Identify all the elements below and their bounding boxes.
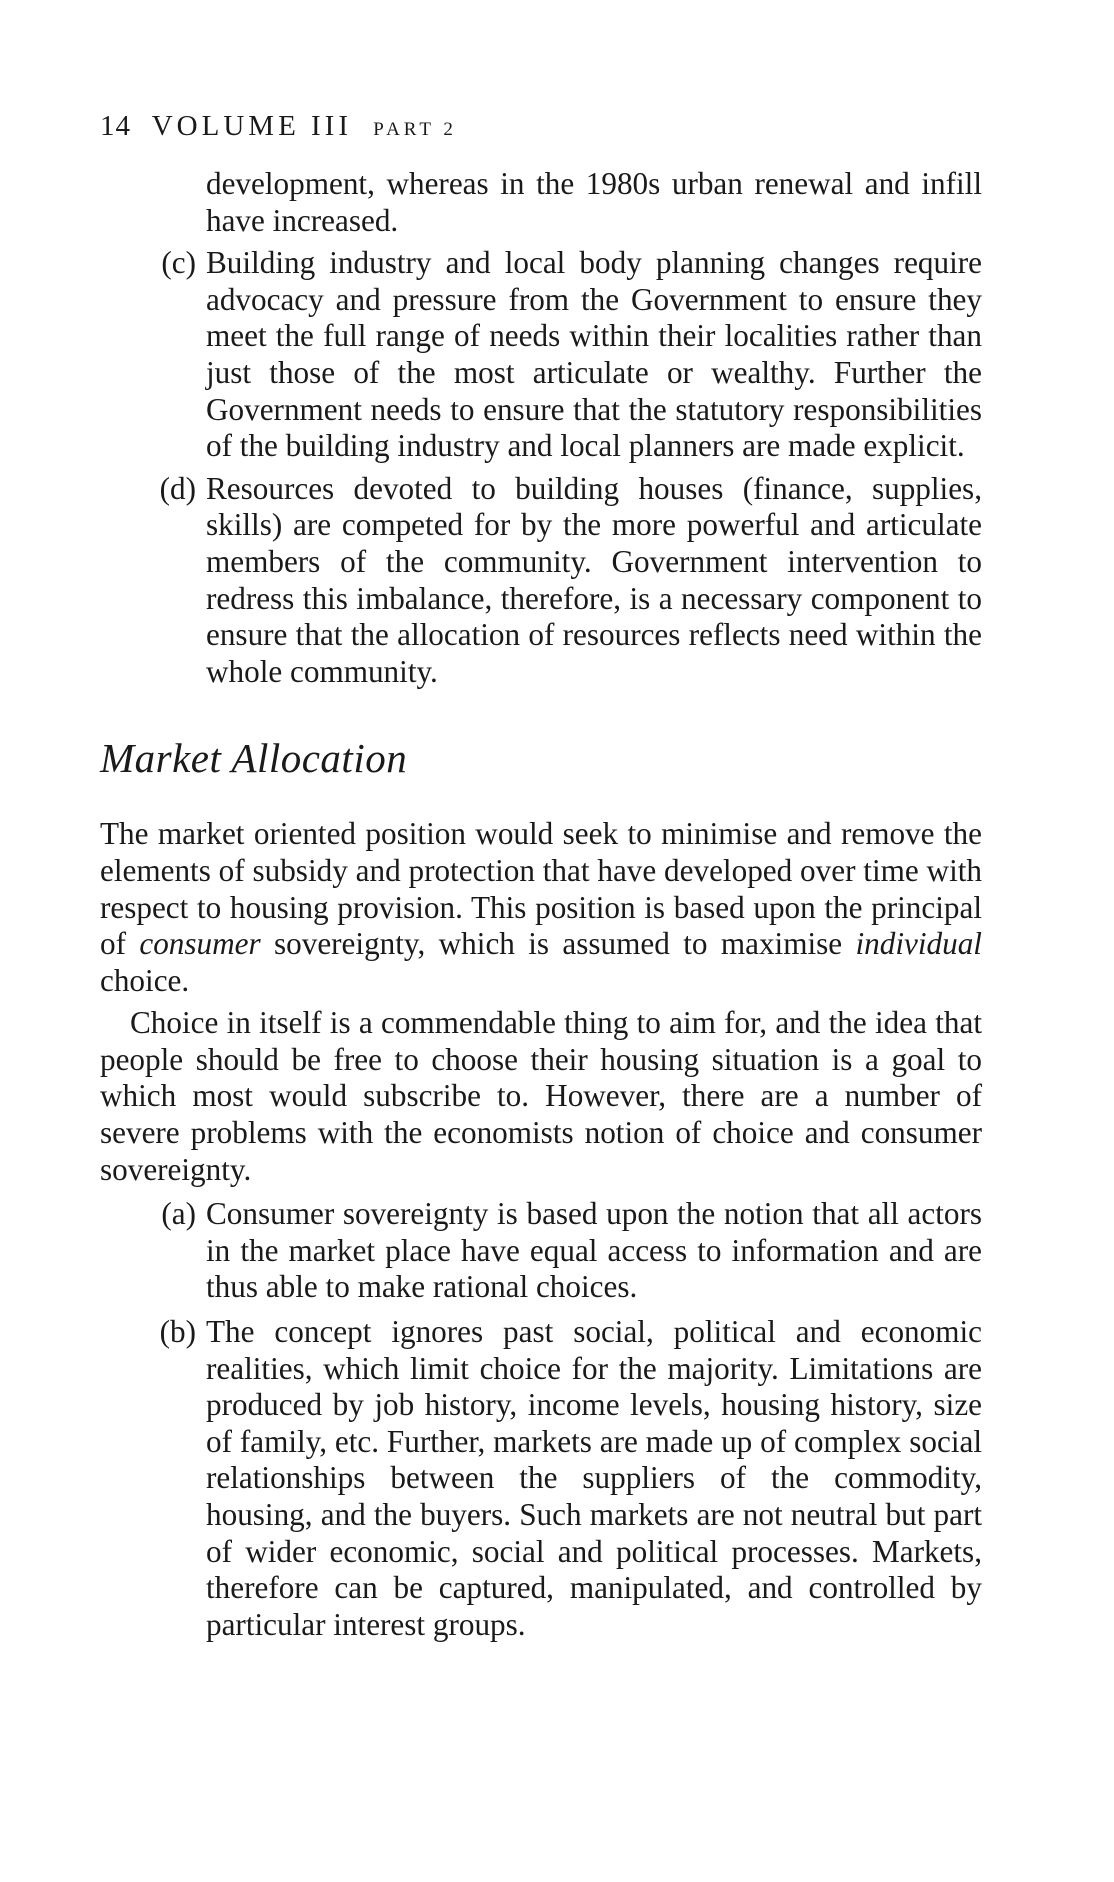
paragraph-text: The market oriented position would seek to minimise and remove the elements of subsidy and protection that have developed over time with respect to housing provision. This position is based upon the principal of	[100, 816, 982, 962]
list-item	[100, 245, 982, 465]
list-item	[100, 471, 982, 691]
emphasis-text: consumer	[139, 926, 261, 962]
list-item-label: (c)	[161, 245, 196, 281]
paragraph-text: sovereignty, which is assumed to maximise	[260, 926, 856, 962]
part-label: PART 2	[373, 119, 457, 140]
paragraph-text: choice.	[100, 962, 190, 998]
book-page	[100, 108, 982, 1643]
list-item	[100, 1196, 982, 1306]
page-number: 14	[100, 110, 131, 142]
list-item-label: (a)	[161, 1196, 196, 1232]
list-item-text: Building industry and local body planning changes require advocacy and pressure from the Government to ensure they meet the full range of needs within their localities rather than just those of the most articulate or wealthy. Further the Government needs to ensure that the statutory responsibilities of the building industry and local planners are made explicit.	[206, 245, 982, 464]
body-paragraph	[100, 816, 982, 999]
list-item	[100, 1314, 982, 1643]
section-heading: Market Allocation	[100, 735, 408, 782]
body-paragraph: Choice in itself is a commendable thing to aim for, and the idea that people should be free to choose their housing situation is a goal to which most would subscribe to. However, there are a number of severe problems with the economists notion of choice and consumer sovereignty.	[100, 1005, 982, 1187]
running-head	[100, 108, 982, 148]
list-item-label: (d)	[159, 470, 196, 506]
continued-list-text: development, whereas in the 1980s urban renewal and infill have increased.	[206, 166, 982, 238]
list-item-text: The concept ignores past social, political and economic realities, which limit choice for the majority. Limitations are produced by job history, income levels, housing history, size of family, etc. Further, markets are made up of complex social relationships between the suppliers of the commodity, housing, and the buyers. Such markets are not neutral but part of wider economic, social and political processes. Markets, therefore can be captured, manipulated, and controlled by particular interest groups.	[206, 1314, 982, 1642]
list-item-label: (b)	[159, 1314, 196, 1350]
emphasis-text: individual	[855, 926, 982, 962]
list-item-text: Resources devoted to building houses (finance, supplies, skills) are competed for by the more powerful and articulate members of the community. Government intervention to redress this imbalance, therefore, is a necessary component to ensure that the allocation of resources reflects need within the whole community.	[206, 470, 982, 689]
volume-label: VOLUME III	[151, 110, 352, 142]
list-item-text: Consumer sovereignty is based upon the notion that all actors in the market place have equal access to information and are thus able to make rational choices.	[206, 1196, 982, 1305]
